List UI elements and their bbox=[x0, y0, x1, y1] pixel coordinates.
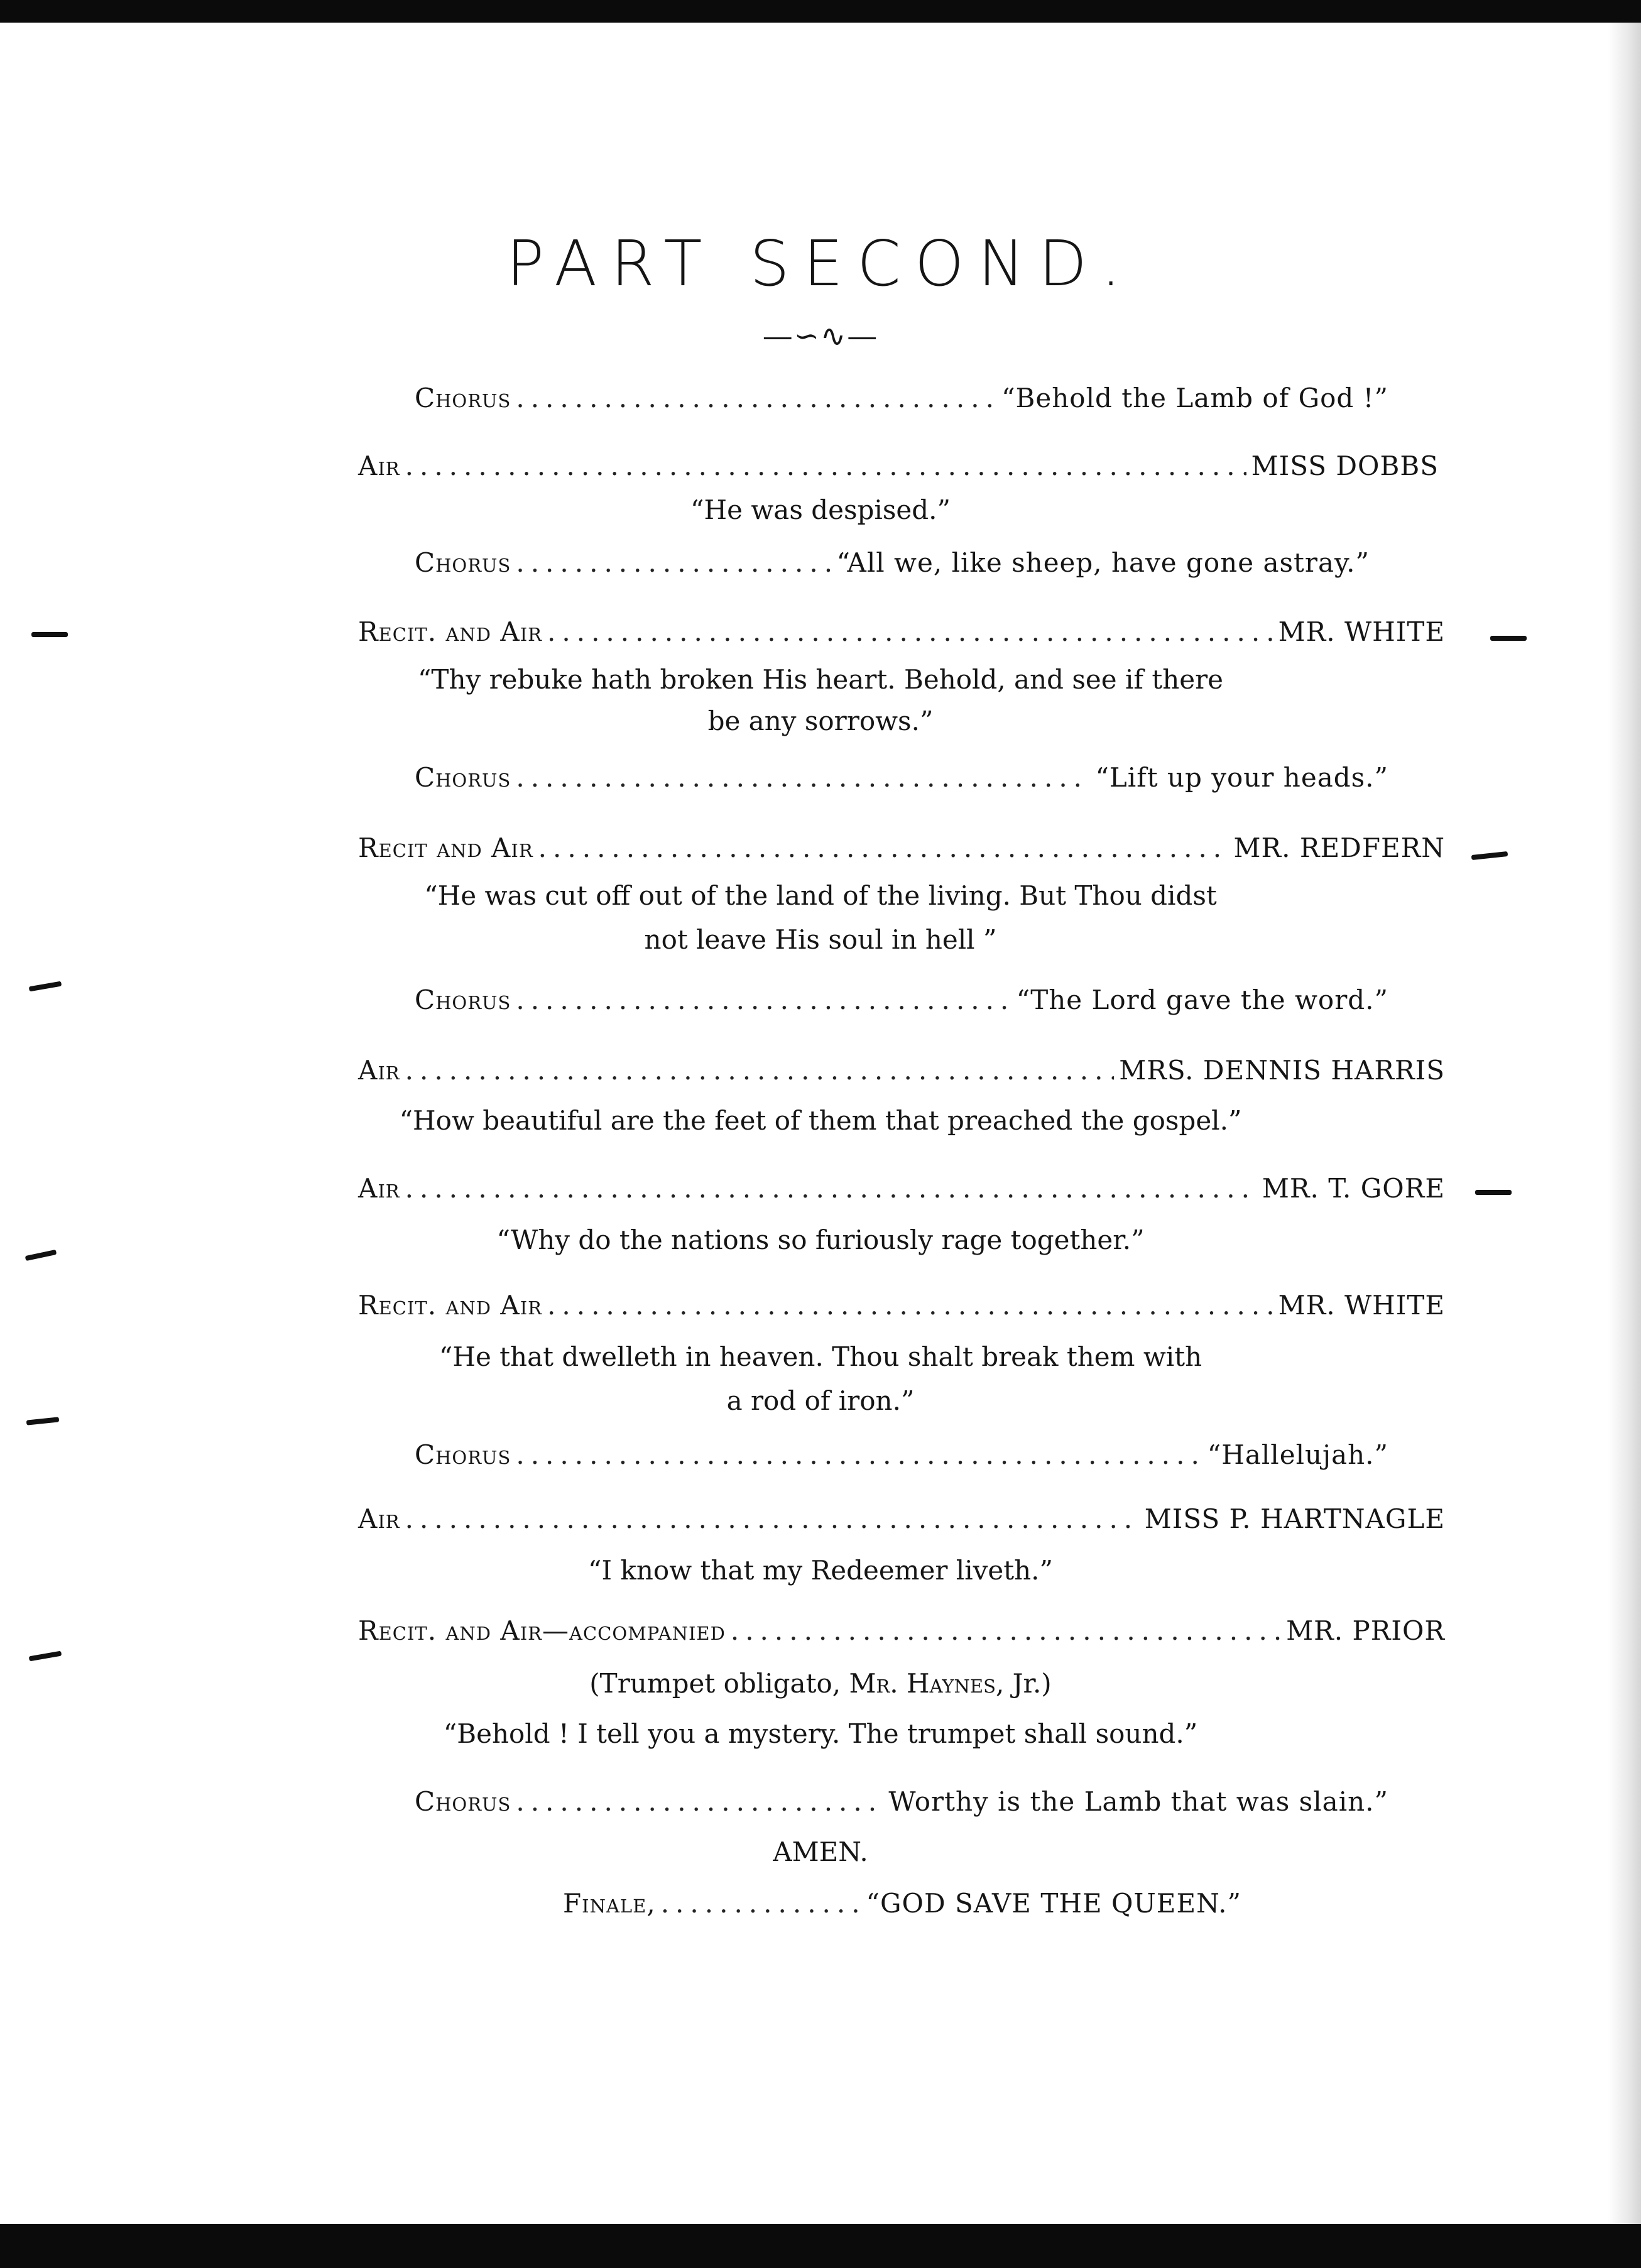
song-title: “Behold ! I tell you a mystery. The trumpet shall sound.” bbox=[443, 1718, 1198, 1749]
dot-leader bbox=[405, 1052, 1115, 1089]
accompaniment-suffix: , Jr.) bbox=[995, 1668, 1052, 1699]
item-type-label: Chorus bbox=[415, 762, 511, 793]
programme-row bbox=[358, 1500, 1445, 1538]
item-type-label: Air bbox=[358, 1055, 400, 1086]
song-title: “He that dwelleth in heaven. Thou shalt break them with bbox=[439, 1341, 1202, 1372]
song-title: be any sorrows.” bbox=[707, 706, 934, 736]
dot-leader bbox=[731, 1612, 1281, 1650]
item-title: “Behold the Lamb of God !” bbox=[1001, 383, 1388, 413]
item-title: “Lift up your heads.” bbox=[1095, 762, 1388, 793]
dot-leader bbox=[516, 544, 831, 582]
item-type-label: Chorus bbox=[415, 984, 511, 1015]
margin-mark bbox=[1471, 851, 1508, 860]
dot-leader bbox=[516, 379, 996, 417]
programme-row bbox=[415, 1783, 1388, 1821]
programme-row bbox=[358, 613, 1445, 651]
scan-top-border bbox=[0, 0, 1641, 23]
song-title: a rod of iron.” bbox=[726, 1385, 915, 1416]
song-title: “Thy rebuke hath broken His heart. Behold, and see if there bbox=[417, 664, 1224, 695]
song-title: “He was cut off out of the land of the living. But Thou didst bbox=[424, 880, 1217, 911]
amen-line: AMEN. bbox=[773, 1836, 868, 1867]
programme-row bbox=[415, 759, 1388, 797]
item-title: Worthy is the Lamb that was slain.” bbox=[888, 1786, 1388, 1817]
item-type-label: Chorus bbox=[415, 547, 511, 578]
dot-leader bbox=[516, 1436, 1202, 1474]
item-type-label: Air bbox=[358, 1173, 400, 1204]
programme-row bbox=[415, 1436, 1388, 1474]
item-title: “All we, like sheep, have gone astray.” bbox=[836, 547, 1370, 578]
programme-row bbox=[563, 1885, 1241, 1922]
dot-leader bbox=[547, 613, 1273, 651]
song-title: not leave His soul in hell ” bbox=[644, 924, 997, 955]
programme-row bbox=[358, 1287, 1445, 1324]
item-type-label: Chorus bbox=[415, 1786, 511, 1817]
programme-row bbox=[358, 829, 1445, 867]
item-type-label: Air bbox=[358, 1503, 400, 1534]
programme-row bbox=[358, 447, 1439, 485]
song-title: “I know that my Redeemer liveth.” bbox=[588, 1555, 1053, 1586]
margin-mark bbox=[1475, 1190, 1512, 1195]
song-title: “He was despised.” bbox=[690, 494, 951, 525]
performer-name: MISS DOBBS bbox=[1251, 450, 1439, 481]
dot-leader bbox=[661, 1885, 861, 1922]
programme-row bbox=[358, 1170, 1445, 1208]
dot-leader bbox=[516, 759, 1090, 797]
programme-row bbox=[415, 379, 1388, 417]
dot-leader bbox=[516, 1783, 883, 1821]
item-type-label: Chorus bbox=[415, 383, 511, 413]
performer-name: MRS. DENNIS HARRIS bbox=[1119, 1055, 1445, 1086]
performer-name: MR. REDFERN bbox=[1233, 832, 1445, 863]
page-title: PART SECOND. bbox=[506, 227, 1135, 300]
item-type-label: Recit. and Air bbox=[358, 1290, 543, 1321]
accompaniment-prefix: (Trumpet obligato, bbox=[589, 1668, 849, 1699]
programme-row bbox=[358, 1052, 1445, 1089]
item-type-label: Chorus bbox=[415, 1439, 511, 1470]
performer-name: MR. T. GORE bbox=[1262, 1173, 1445, 1204]
performer-name: MISS P. HARTNAGLE bbox=[1144, 1503, 1445, 1534]
programme-row bbox=[415, 981, 1388, 1019]
margin-mark bbox=[29, 1651, 62, 1662]
dot-leader bbox=[405, 1170, 1257, 1208]
item-type-label: Finale, bbox=[563, 1888, 656, 1919]
dot-leader bbox=[405, 447, 1246, 485]
dot-leader bbox=[405, 1500, 1140, 1538]
item-title: “The Lord gave the word.” bbox=[1016, 984, 1388, 1015]
item-title: “GOD SAVE THE QUEEN.” bbox=[866, 1888, 1241, 1919]
accompaniment-note bbox=[0, 1665, 1641, 1703]
song-title: “How beautiful are the feet of them that preached the gospel.” bbox=[399, 1105, 1242, 1136]
margin-mark bbox=[29, 981, 62, 992]
margin-mark bbox=[31, 632, 68, 637]
performer-name: MR. WHITE bbox=[1278, 1290, 1445, 1321]
dot-leader bbox=[516, 981, 1011, 1019]
item-type-label: Air bbox=[358, 450, 400, 481]
item-type-label: Recit. and Air bbox=[358, 616, 543, 647]
item-title: “Hallelujah.” bbox=[1207, 1439, 1388, 1470]
programme-row bbox=[415, 544, 1370, 582]
performer-name: MR. PRIOR bbox=[1286, 1615, 1445, 1646]
programme-row bbox=[358, 1612, 1445, 1650]
dot-leader bbox=[547, 1287, 1273, 1324]
accompanist-name: Mr. Haynes bbox=[849, 1668, 996, 1699]
margin-mark bbox=[1490, 636, 1527, 641]
item-type-label: Recit and Air bbox=[358, 832, 533, 863]
scan-bottom-border bbox=[0, 2224, 1641, 2268]
performer-name: MR. WHITE bbox=[1278, 616, 1445, 647]
dot-leader bbox=[538, 829, 1229, 867]
song-title: “Why do the nations so furiously rage together.” bbox=[496, 1224, 1145, 1255]
item-type-label: Recit. and Air—accompanied bbox=[358, 1615, 726, 1646]
title-ornament: —∽∿— bbox=[762, 319, 879, 354]
